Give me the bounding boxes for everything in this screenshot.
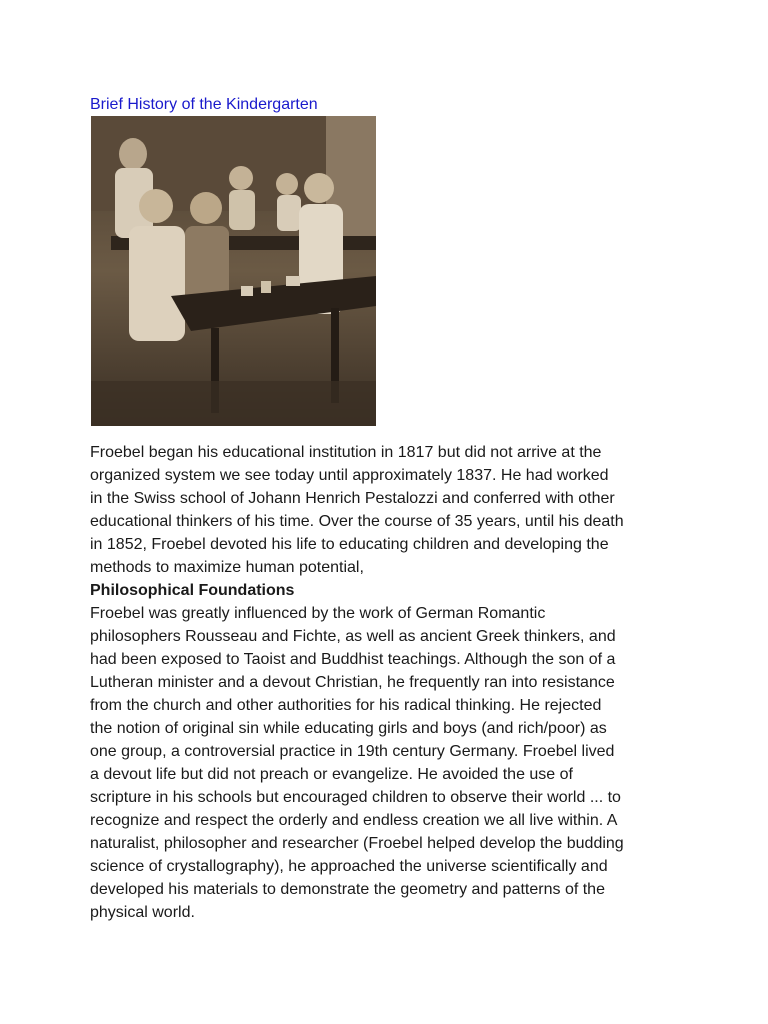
text-line: science of crystallography), he approached the universe scientifically and (90, 858, 608, 875)
kindergarten-class-photo (91, 116, 376, 426)
article-body (90, 441, 690, 924)
text-line: scripture in his schools but encouraged children to observe their world ... to (90, 789, 621, 806)
text-line: Froebel was greatly influenced by the work of German Romantic (90, 605, 546, 622)
text-line: Lutheran minister and a devout Christian, he frequently ran into resistance (90, 674, 615, 691)
text-line: developed his materials to demonstrate the geometry and patterns of the (90, 881, 605, 898)
text-line: had been exposed to Taoist and Buddhist teachings. Although the son of a (90, 651, 616, 668)
text-line: recognize and respect the orderly and endless creation we all live within. A (90, 812, 618, 829)
text-line: educational thinkers of his time. Over the course of 35 years, until his death (90, 513, 624, 530)
text-line: philosophers Rousseau and Fichte, as well as ancient Greek thinkers, and (90, 628, 616, 645)
intro-paragraph (90, 441, 690, 579)
text-line: in 1852, Froebel devoted his life to educating children and developing the (90, 536, 609, 553)
text-line: naturalist, philosopher and researcher (Froebel helped develop the budding (90, 835, 624, 852)
text-line: methods to maximize human potential, (90, 559, 364, 576)
text-line: one group, a controversial practice in 19th century Germany. Froebel lived (90, 743, 615, 760)
document-title-link[interactable]: Brief History of the Kindergarten (90, 96, 318, 113)
section-paragraph (90, 602, 690, 924)
text-line: a devout life but did not preach or evangelize. He avoided the use of (90, 766, 573, 783)
text-line: organized system we see today until approximately 1837. He had worked (90, 467, 609, 484)
text-line: physical world. (90, 904, 195, 921)
section-heading: Philosophical Foundations (90, 582, 295, 599)
text-line: in the Swiss school of Johann Henrich Pestalozzi and conferred with other (90, 490, 615, 507)
text-line: Froebel began his educational institution in 1817 but did not arrive at the (90, 444, 602, 461)
text-line: from the church and other authorities for his radical thinking. He rejected (90, 697, 602, 714)
text-line: the notion of original sin while educating girls and boys (and rich/poor) as (90, 720, 607, 737)
